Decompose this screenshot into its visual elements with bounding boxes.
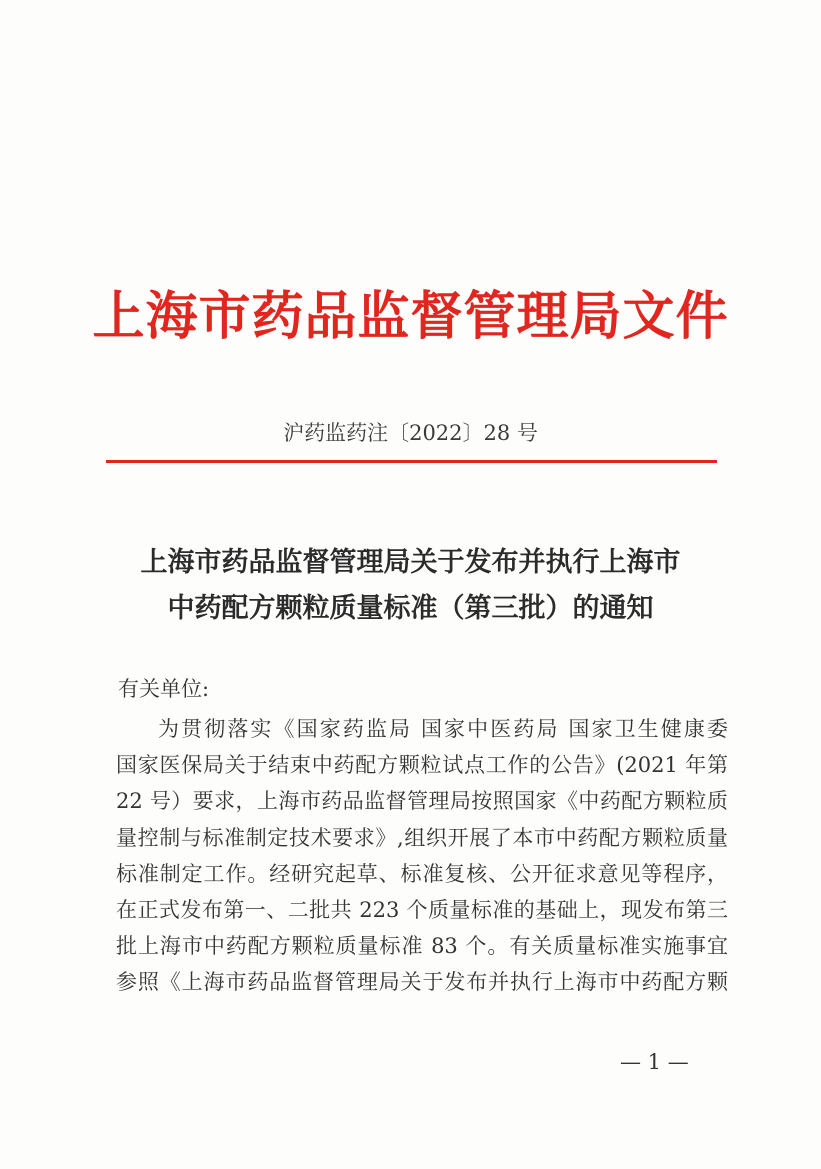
addressee: 有关单位: [118, 677, 210, 701]
body-line: 在正式发布第一、二批共 223 个质量标准的基础上，现发布第三 [116, 897, 728, 922]
body-line: 标准制定工作。经研究起草、标准复核、公开征求意见等程序， [116, 861, 728, 886]
body-line: 量控制与标准制定技术要求》,组织开展了本市中药配方颗粒质量 [116, 825, 728, 850]
document-title [0, 540, 821, 632]
body-line: 批上海市中药配方颗粒质量标准 83 个。有关质量标准实施事宜 [116, 934, 728, 959]
body-paragraph [116, 711, 728, 1001]
red-divider-line [106, 460, 717, 463]
body-line: 参照《上海市药品监督管理局关于发布并执行上海市中药配方颗 [116, 970, 728, 995]
document-header-title: 上海市药品监督管理局文件 [92, 286, 729, 347]
document-number: 沪药监药注〔2022〕28 号 [283, 421, 538, 445]
page-number: — 1 — [620, 1050, 689, 1074]
body-line: 为贯彻落实《国家药监局 国家中医药局 国家卫生健康委 [158, 717, 728, 741]
body-line: 22 号）要求，上海市药品监督管理局按照国家《中药配方颗粒质 [116, 789, 728, 814]
document-title-line-2: 中药配方颗粒质量标准（第三批）的通知 [167, 593, 654, 624]
body-line: 国家医保局关于结束中药配方颗粒试点工作的公告》(2021 年第 [116, 753, 728, 778]
document-title-line-1: 上海市药品监督管理局关于发布并执行上海市 [140, 547, 681, 578]
